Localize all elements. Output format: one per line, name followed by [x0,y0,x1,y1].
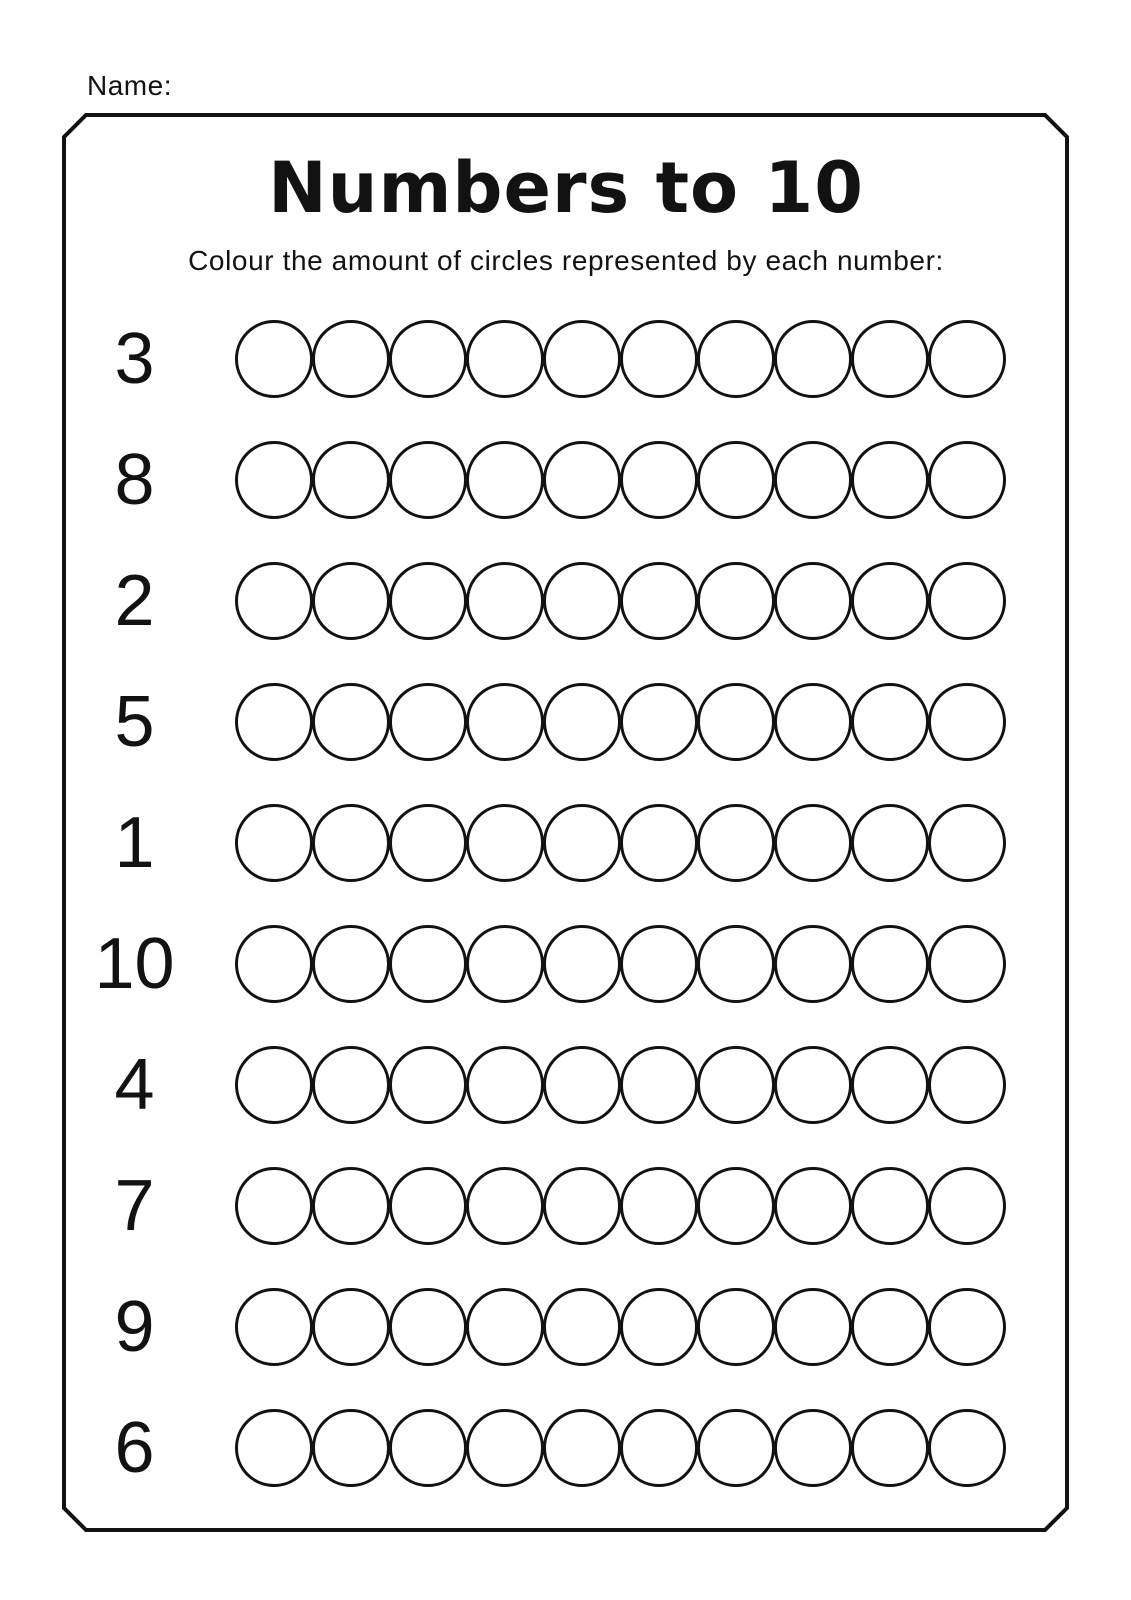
colour-circle[interactable] [389,1409,467,1487]
colour-circle[interactable] [851,562,929,640]
colour-circle[interactable] [466,1288,544,1366]
colour-circle[interactable] [312,1409,390,1487]
rows [64,298,1068,1508]
circle-row [235,925,1006,1003]
colour-circle[interactable] [235,1409,313,1487]
colour-circle[interactable] [466,804,544,882]
colour-circle[interactable] [466,1409,544,1487]
colour-circle[interactable] [312,441,390,519]
colour-circle[interactable] [235,1046,313,1124]
colour-circle[interactable] [312,683,390,761]
colour-circle[interactable] [389,1046,467,1124]
worksheet-row [64,1266,1068,1387]
colour-circle[interactable] [928,1288,1006,1366]
circle-row [235,1409,1006,1487]
colour-circle[interactable] [235,1167,313,1245]
circle-row [235,1167,1006,1245]
colour-circle[interactable] [312,320,390,398]
colour-circle[interactable] [543,562,621,640]
circle-row [235,562,1006,640]
colour-circle[interactable] [235,441,313,519]
colour-circle[interactable] [312,804,390,882]
colour-circle[interactable] [620,683,698,761]
colour-circle[interactable] [389,804,467,882]
colour-circle[interactable] [774,441,852,519]
colour-circle[interactable] [774,1288,852,1366]
colour-circle[interactable] [389,562,467,640]
colour-circle[interactable] [312,1046,390,1124]
colour-circle[interactable] [543,925,621,1003]
colour-circle[interactable] [620,1288,698,1366]
colour-circle[interactable] [774,320,852,398]
colour-circle[interactable] [697,320,775,398]
row-number: 5 [114,681,155,762]
colour-circle[interactable] [928,804,1006,882]
colour-circle[interactable] [235,320,313,398]
colour-circle[interactable] [697,1409,775,1487]
colour-circle[interactable] [851,1409,929,1487]
colour-circle[interactable] [389,925,467,1003]
row-number: 6 [114,1407,155,1488]
colour-circle[interactable] [312,1288,390,1366]
row-number: 7 [114,1165,155,1246]
colour-circle[interactable] [312,562,390,640]
colour-circle[interactable] [851,1046,929,1124]
colour-circle[interactable] [774,562,852,640]
worksheet-row [64,1387,1068,1508]
colour-circle[interactable] [312,925,390,1003]
row-number: 4 [114,1044,155,1125]
colour-circle[interactable] [774,683,852,761]
colour-circle[interactable] [697,562,775,640]
colour-circle[interactable] [466,1046,544,1124]
circle-row [235,1288,1006,1366]
circle-row [235,1046,1006,1124]
row-number: 1 [114,802,155,883]
colour-circle[interactable] [466,562,544,640]
worksheet-title: Numbers to 10 [268,147,864,229]
colour-circle[interactable] [928,925,1006,1003]
colour-circle[interactable] [774,1046,852,1124]
circle-row [235,683,1006,761]
colour-circle[interactable] [235,562,313,640]
colour-circle[interactable] [697,1167,775,1245]
colour-circle[interactable] [697,804,775,882]
colour-circle[interactable] [543,683,621,761]
colour-circle[interactable] [543,1167,621,1245]
colour-circle[interactable] [774,1167,852,1245]
colour-circle[interactable] [928,562,1006,640]
colour-circle[interactable] [235,804,313,882]
colour-circle[interactable] [389,320,467,398]
colour-circle[interactable] [697,683,775,761]
row-number: 2 [114,560,155,641]
circle-row [235,441,1006,519]
circle-row [235,804,1006,882]
colour-circle[interactable] [851,1167,929,1245]
row-number: 8 [114,439,155,520]
colour-circle[interactable] [851,804,929,882]
colour-circle[interactable] [851,441,929,519]
colour-circle[interactable] [466,1167,544,1245]
colour-circle[interactable] [543,1288,621,1366]
worksheet-row [64,1024,1068,1145]
colour-circle[interactable] [466,683,544,761]
colour-circle[interactable] [928,320,1006,398]
colour-circle[interactable] [466,320,544,398]
colour-circle[interactable] [928,441,1006,519]
colour-circle[interactable] [235,925,313,1003]
worksheet-row [64,1145,1068,1266]
colour-circle[interactable] [774,1409,852,1487]
colour-circle[interactable] [774,925,852,1003]
colour-circle[interactable] [928,1046,1006,1124]
colour-circle[interactable] [466,925,544,1003]
colour-circle[interactable] [543,441,621,519]
name-label: Name: [87,70,172,101]
colour-circle[interactable] [620,804,698,882]
colour-circle[interactable] [851,1288,929,1366]
row-number: 3 [114,318,155,399]
colour-circle[interactable] [620,562,698,640]
colour-circle[interactable] [928,683,1006,761]
colour-circle[interactable] [697,925,775,1003]
colour-circle[interactable] [774,804,852,882]
colour-circle[interactable] [389,441,467,519]
colour-circle[interactable] [851,320,929,398]
worksheet-row [64,782,1068,903]
colour-circle[interactable] [389,683,467,761]
row-number: 9 [114,1286,155,1367]
worksheet-row [64,661,1068,782]
colour-circle[interactable] [697,1046,775,1124]
worksheet-row [64,298,1068,419]
colour-circle[interactable] [851,683,929,761]
colour-circle[interactable] [620,1167,698,1245]
worksheet-instruction: Colour the amount of circles represented by each number: [188,245,944,276]
colour-circle[interactable] [851,925,929,1003]
colour-circle[interactable] [697,1288,775,1366]
colour-circle[interactable] [620,320,698,398]
colour-circle[interactable] [235,1288,313,1366]
colour-circle[interactable] [620,441,698,519]
colour-circle[interactable] [620,1046,698,1124]
circle-row [235,320,1006,398]
colour-circle[interactable] [697,441,775,519]
colour-circle[interactable] [389,1288,467,1366]
colour-circle[interactable] [620,925,698,1003]
colour-circle[interactable] [543,804,621,882]
row-number: 10 [94,923,175,1004]
colour-circle[interactable] [928,1167,1006,1245]
colour-circle[interactable] [928,1409,1006,1487]
colour-circle[interactable] [543,1046,621,1124]
colour-circle[interactable] [620,1409,698,1487]
worksheet-row [64,540,1068,661]
worksheet-row [64,419,1068,540]
colour-circle[interactable] [466,441,544,519]
colour-circle[interactable] [543,1409,621,1487]
colour-circle[interactable] [235,683,313,761]
worksheet-row [64,903,1068,1024]
colour-circle[interactable] [312,1167,390,1245]
colour-circle[interactable] [389,1167,467,1245]
colour-circle[interactable] [543,320,621,398]
